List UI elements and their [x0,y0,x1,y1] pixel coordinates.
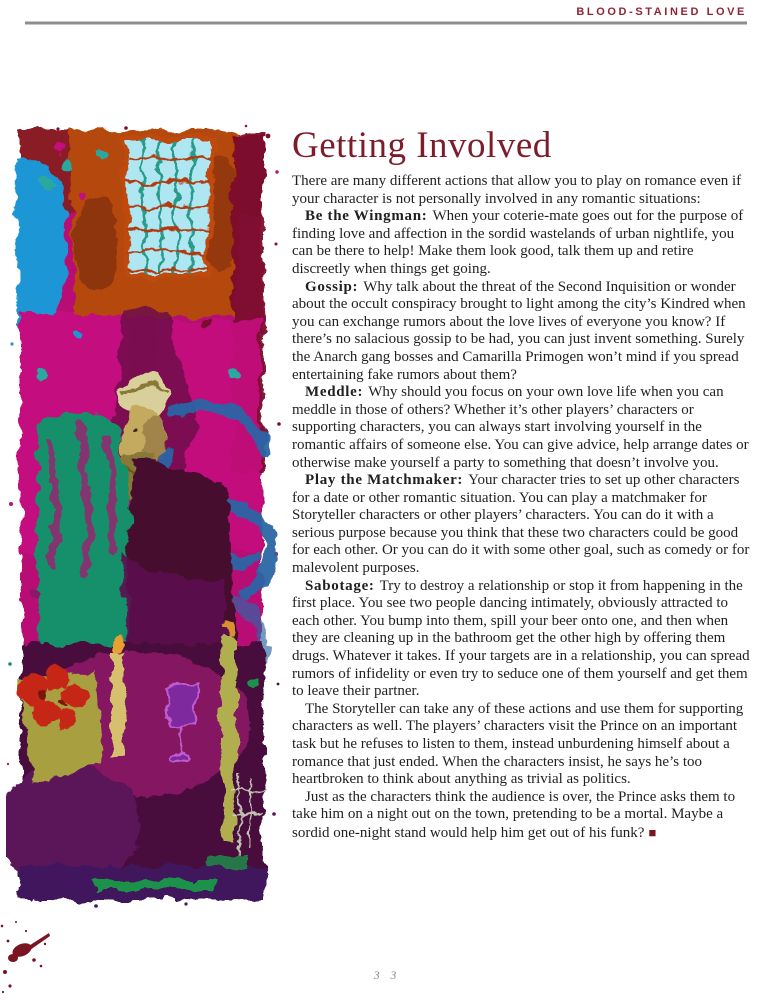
blood-splatter-icon [0,920,60,998]
paragraph-meddle [292,384,750,472]
section-title: Getting Involved [292,125,552,166]
closing-text: Just as the characters think the audience is over, the Prince asks them to take him on a night out on the town, pretending to be a mortal. Maybe a sordid one-night stand would help him get out of his funk? [292,788,736,841]
paragraph-gossip [292,279,750,385]
header-rule [25,21,747,25]
end-of-article-marker-icon: ■ [648,824,657,840]
entry-text-sabotage: Try to destroy a relationship or stop it from happening in the first place. You see two people dancing intimately, obviously attracted to each other. You bump into them, spill your beer onto one, and then when they are cleaning up in the bathroom get the other high by offering them drugs. Whatever it takes. If your targets are in a relationship, you can spread rumors of infidelity or even try to seduce one of them yourself and get them to leave their partner. [292,577,750,700]
entry-text-matchmaker: Your character tries to set up other characters for a date or other romantic situation. You can play a matchmaker for Storyteller characters or other players’ characters. You can do it with a serious purpose because you think that these two characters could be good for each other. Or you can do it with some other goal, such as comedy or for malevolent purposes. [292,472,750,577]
page-number: 3 3 [373,970,401,982]
text-column [292,126,750,843]
entry-label-wingman: Be the Wingman: [305,208,428,225]
running-header-title: BLOOD-STAINED LOVE [576,6,747,18]
entry-text-wingman: When your coterie-mate goes out for the purpose of finding love and affection in the sordid wastelands of urban nightlife, you can be there to help! Make them look good, talk them up and retire discreetly when things get going. [292,208,744,277]
blood-splatter-decoration [0,920,60,998]
entry-label-sabotage: Sabotage: [305,577,375,594]
paragraph-matchmaker [292,472,750,578]
entry-label-meddle: Meddle: [305,384,364,401]
entry-label-matchmaker: Play the Matchmaker: [305,472,464,489]
artwork-vampire-candlelit-painting [6,124,286,922]
painting-body [6,128,272,900]
artwork-canvas [6,124,286,922]
entry-label-gossip: Gossip: [305,278,359,295]
intro-paragraph: There are many different actions that allow you to play on romance even if your character is not personally involved in any romantic situations: [292,173,742,207]
paragraph-sabotage [292,578,750,701]
closing-paragraph-storyteller: The Storyteller can take any of these actions and use them for supporting characters as well. The players’ characters visit the Prince on an important task but he refuses to listen to them, instead unburdening himself about a romance that just ended. When the characters insist, he says he’s too heartbroken to think about anything as trivial as politics. [292,700,744,788]
entry-text-meddle: Why should you focus on your own love life when you can meddle in those of others? Whether it’s other players’ characters or supporting characters, you can always start involving yourself in the romantic affairs of someone else. You can give advice, help arrange dates or otherwise make yourself a party to something that doesn’t involve you. [292,384,749,471]
entry-text-gossip: Why talk about the threat of the Second Inquisition or wonder about the occult conspiracy brought to light among the city’s Kindred when you can exchange rumors about the love lives of everyone you know? If there’s no salacious gossip to be had, you can just invent something. Surely the Anarch gang bosses and Camarilla Primogen won’t mind if you spread entertaining fake rumors about them? [292,278,746,383]
closing-paragraph-prince [292,789,750,843]
paragraph-be-the-wingman [292,208,750,278]
